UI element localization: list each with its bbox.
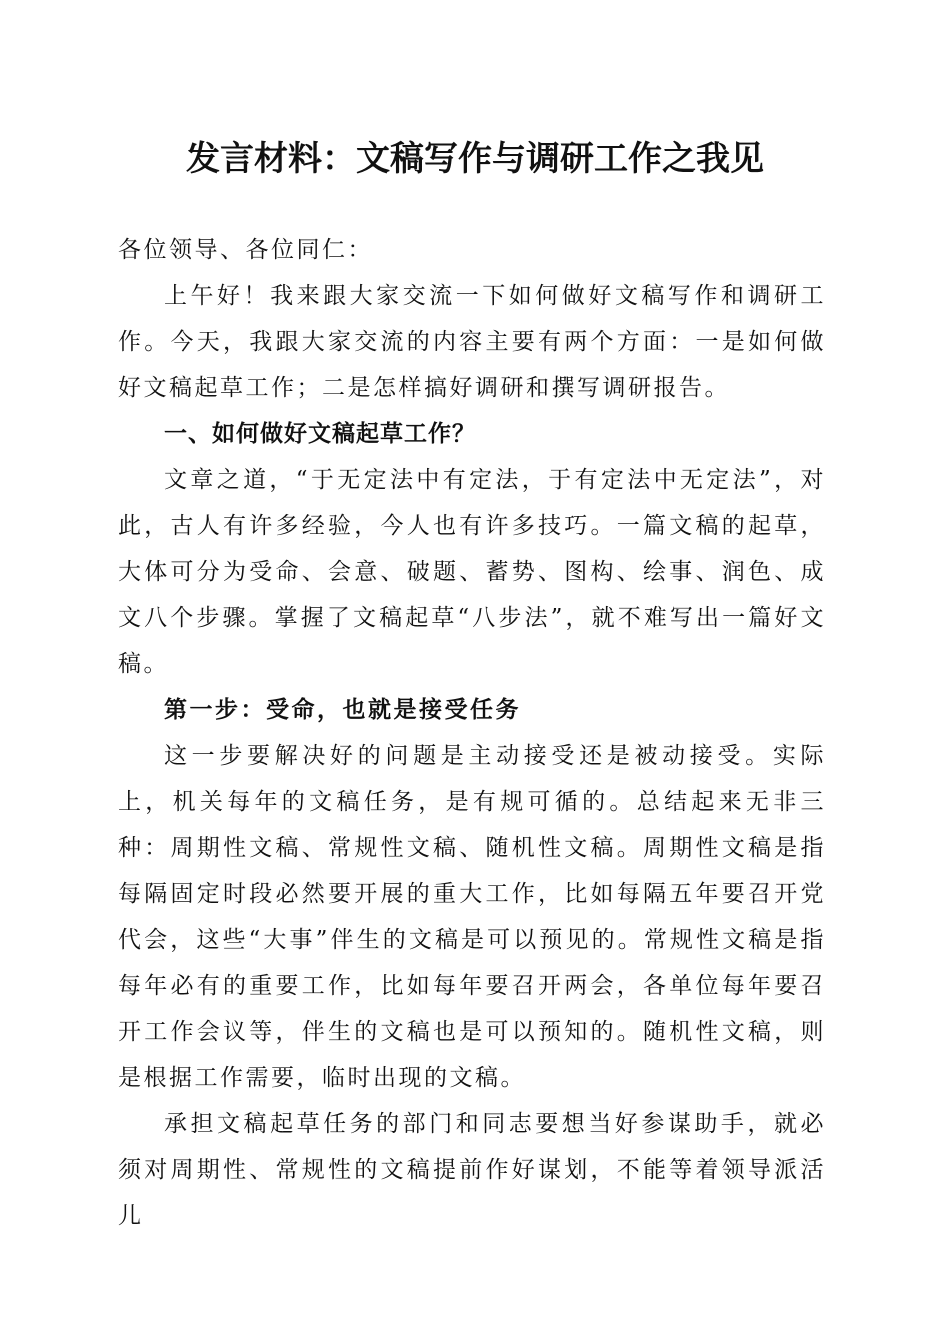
section-heading-1: 一、如何做好文稿起草工作？ [164, 421, 476, 447]
paragraph-greeting: 上午好！我来跟大家交流一下如何做好文稿写作和调研工作。今天，我跟大家交流的内容主要有两个方面：一是如何做好文稿起草工作；二是怎样搞好调研和撰写调研报告。 [118, 283, 826, 401]
salutation: 各位领导、各位同仁： [118, 237, 373, 263]
step-heading-1: 第一步：受命，也就是接受任务 [164, 696, 521, 723]
document-body [118, 227, 826, 1239]
paragraph-intro: 文章之道，“于无定法中有定法，于有定法中无定法”，对此，古人有许多经验，今人也有许多技巧。一篇文稿的起草，大体可分为受命、会意、破题、蓄势、图构、绘事、润色、成文八个步骤。掌握了文稿起草“八步法”，就不难写出一篇好文稿。 [118, 467, 826, 677]
document-title: 发言材料：文稿写作与调研工作之我见 [186, 139, 764, 179]
paragraph-step-1: 这一步要解决好的问题是主动接受还是被动接受。实际上，机关每年的文稿任务，是有规可循的。总结起来无非三种：周期性文稿、常规性文稿、随机性文稿。周期性文稿是指每隔固定时段必然要开展的重大工作，比如每隔五年要召开党代会，这些“大事”伴生的文稿是可以预见的。常规性文稿是指每年必有的重要工作，比如每年要召开两会，各单位每年要召开工作会议等，伴生的文稿也是可以预知的。随机性文稿，则是根据工作需要，临时出现的文稿。 [118, 743, 826, 1091]
paragraph-step-1-continued: 承担文稿起草任务的部门和同志要想当好参谋助手，就必须对周期性、常规性的文稿提前作好谋划，不能等着领导派活儿 [118, 1111, 826, 1229]
